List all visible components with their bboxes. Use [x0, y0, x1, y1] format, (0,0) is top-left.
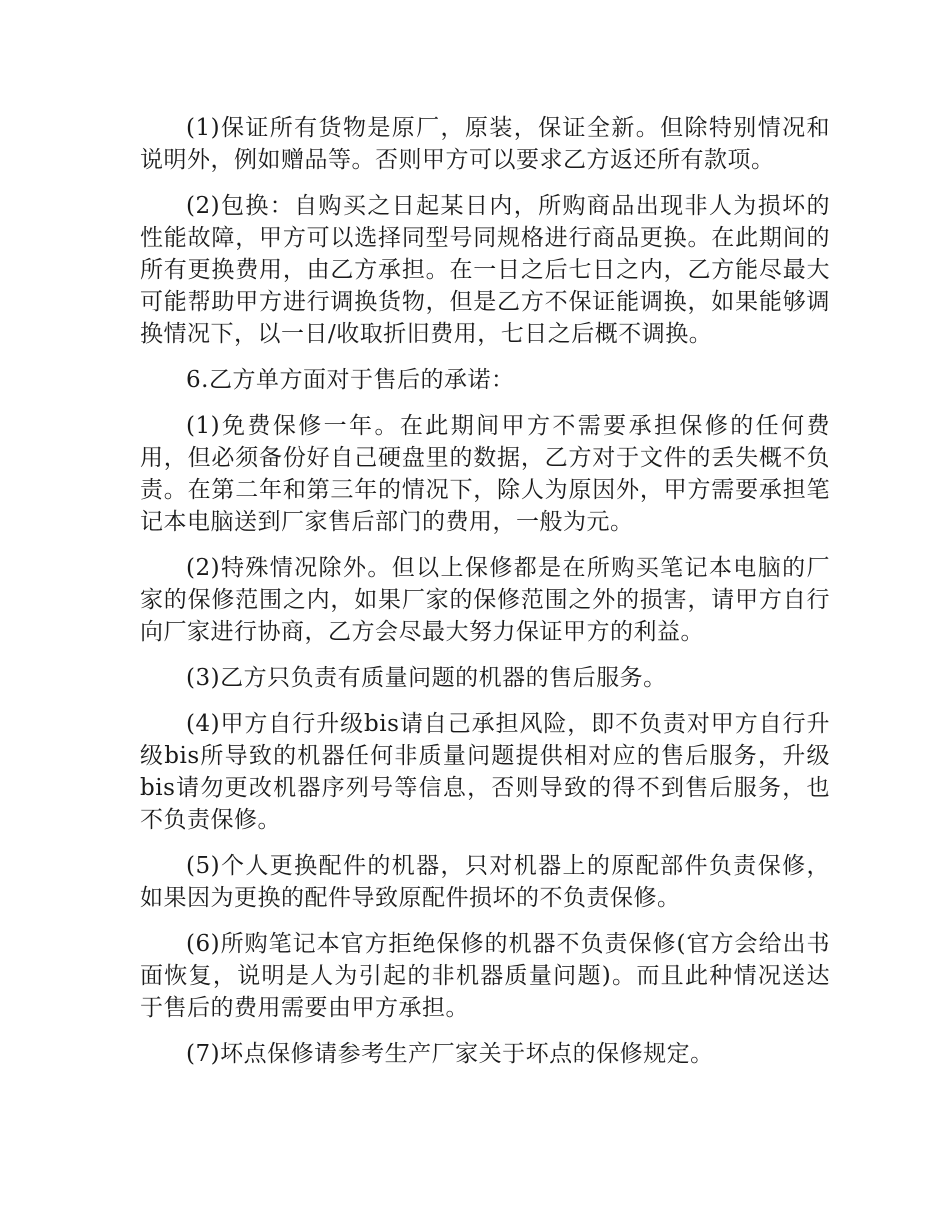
paragraph-replaced-parts: (5)个人更换配件的机器，只对机器上的原配部件负责保修，如果因为更换的配件导致原配件损坏的不负责保修。	[140, 853, 830, 911]
paragraph-dead-pixel: (7)坏点保修请参考生产厂家关于坏点的保修规定。	[186, 1041, 714, 1067]
paragraph-bios-upgrade: (4)甲方自行升级bis请自己承担风险，即不负责对甲方自行升级bis所导致的机器任何非质量问题提供相对应的售后服务，升级bis请勿更改机器序列号等信息，否则导致的得不到售后服务，也不负责保修。	[140, 711, 830, 833]
paragraph-exchange-policy: (2)包换：自购买之日起某日内，所购商品出现非人为损坏的性能故障，甲方可以选择同型号同规格进行商品更换。在此期间的所有更换费用，由乙方承担。在一日之后七日之内，乙方能尽最大可能帮助甲方进行调换货物，但是乙方不保证能调换，如果能够调换情况下，以一日/收取折旧费用，七日之后概不调换。	[140, 193, 830, 347]
paragraph-official-refusal: (6)所购笔记本官方拒绝保修的机器不负责保修(官方会给出书面恢复，说明是人为引起的非机器质量问题)。而且此种情况送达于售后的费用需要由甲方承担。	[140, 931, 830, 1021]
document-body	[140, 112, 830, 1084]
paragraph-quality-issues: (3)乙方只负责有质量问题的机器的售后服务。	[186, 665, 667, 691]
paragraph-free-warranty: (1)免费保修一年。在此期间甲方不需要承担保修的任何费用，但必须备份好自己硬盘里的数据，乙方对于文件的丢失概不负责。在第二年和第三年的情况下，除人为原因外，甲方需要承担笔记本电脑送到厂家售后部门的费用，一般为元。	[140, 413, 830, 535]
paragraph-guarantee-original: (1)保证所有货物是原厂，原装，保证全新。但除特别情况和说明外，例如赠品等。否则甲方可以要求乙方返还所有款项。	[140, 115, 830, 173]
section-heading-after-sales: 6.乙方单方面对于售后的承诺：	[186, 367, 515, 393]
paragraph-special-cases: (2)特殊情况除外。但以上保修都是在所购买笔记本电脑的厂家的保修范围之内，如果厂家的保修范围之外的损害，请甲方自行向厂家进行协商，乙方会尽最大努力保证甲方的利益。	[140, 555, 830, 645]
